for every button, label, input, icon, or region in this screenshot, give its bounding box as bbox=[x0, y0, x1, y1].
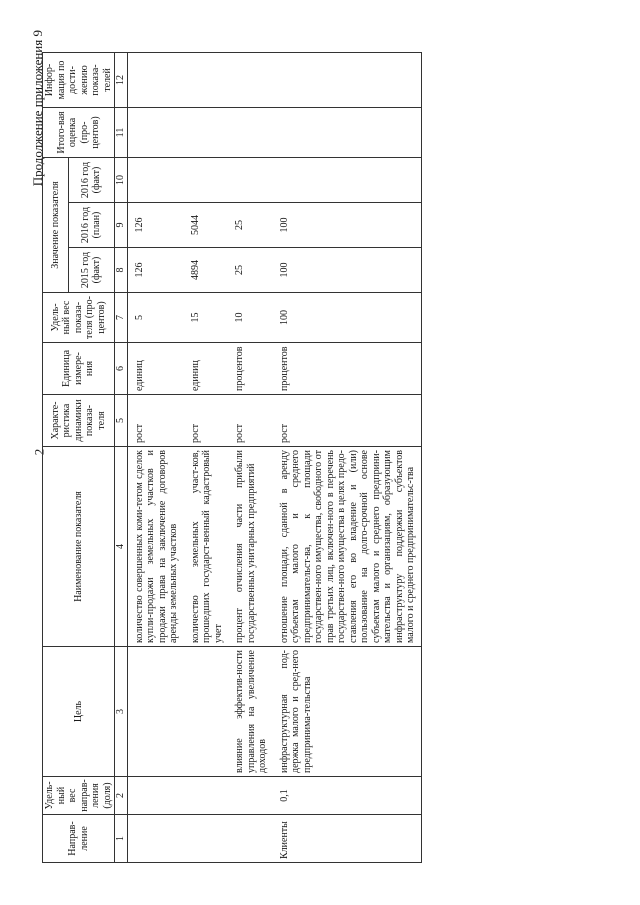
cell-2016-plan: 25 bbox=[228, 203, 273, 248]
cell-direction: Клиенты bbox=[273, 815, 422, 863]
cell-indicator-weight: 15 bbox=[184, 293, 229, 343]
cell-indicator-weight: 100 bbox=[273, 293, 422, 343]
column-number: 8 bbox=[115, 248, 128, 293]
cell-direction bbox=[228, 815, 273, 863]
cell-dynamics: рост bbox=[228, 395, 273, 447]
cell-unit: единиц bbox=[184, 343, 229, 395]
header-unit: Единица измере-ния bbox=[43, 343, 115, 395]
cell-indicator-weight: 10 bbox=[228, 293, 273, 343]
cell-weight: 0,1 bbox=[273, 777, 422, 815]
column-number: 10 bbox=[115, 157, 128, 202]
column-number: 11 bbox=[115, 107, 128, 157]
cell-2016-fact bbox=[127, 157, 184, 202]
cell-total bbox=[228, 107, 273, 157]
cell-weight bbox=[127, 777, 184, 815]
cell-2016-plan: 126 bbox=[127, 203, 184, 248]
column-numbers-row bbox=[115, 52, 128, 862]
header-indicator-weight: Удель-ный вес показа-теля (про-центов) bbox=[43, 293, 115, 343]
column-number: 7 bbox=[115, 293, 128, 343]
header-goal: Цель bbox=[43, 647, 115, 777]
cell-weight bbox=[228, 777, 273, 815]
cell-indicator: отношение площади, сданной в аренду субъектам малого и среднего предпринимательст-ва, к площади государствен-ного имущества, свободного от прав третьих лиц, включен-ного в перечень государствен-ного имущества в целях предо-ставления его во владение и (или) пользование на долго-срочной основе субъектам малого и среднего предприни-мательства и организациям, образующим инфраструктуру поддержки субъектов малого и среднего предпринимательс-тва bbox=[273, 447, 422, 647]
cell-indicator: процент отчисления части прибыли государственных унитарных предприятий bbox=[228, 447, 273, 647]
table-row bbox=[127, 52, 184, 862]
cell-dynamics: рост bbox=[127, 395, 184, 447]
cell-direction bbox=[127, 815, 184, 863]
header-2016-fact: 2016 год (факт) bbox=[68, 157, 114, 202]
header-2016-plan: 2016 год (план) bbox=[68, 203, 114, 248]
table-row bbox=[184, 52, 229, 862]
header-row bbox=[43, 52, 69, 862]
column-number: 1 bbox=[115, 815, 128, 863]
table-row bbox=[273, 52, 422, 862]
cell-2016-fact bbox=[184, 157, 229, 202]
cell-dynamics: рост bbox=[184, 395, 229, 447]
cell-indicator: количество совершенных коми-тетом сделок купли-продажи земельных участков и продажи права на заключение договоров аренды земельных участков bbox=[127, 447, 184, 647]
cell-goal bbox=[127, 647, 184, 777]
cell-goal: влияние эффектив-ности управления на увеличение доходов bbox=[228, 647, 273, 777]
column-number: 4 bbox=[115, 447, 128, 647]
cell-2015-fact: 4894 bbox=[184, 248, 229, 293]
column-number: 6 bbox=[115, 343, 128, 395]
header-direction: Направ-ление bbox=[43, 815, 115, 863]
column-number: 9 bbox=[115, 203, 128, 248]
cell-total bbox=[127, 107, 184, 157]
cell-info bbox=[184, 52, 229, 107]
cell-indicator: количество земельных участ-ков, прошедших государст-венный кадастровый учет bbox=[184, 447, 229, 647]
header-direction-weight: Удель-ный вес направ-ления (доля) bbox=[43, 777, 115, 815]
cell-weight bbox=[184, 777, 229, 815]
cell-unit: процентов bbox=[273, 343, 422, 395]
column-number: 3 bbox=[115, 647, 128, 777]
header-indicator-name: Наименование показателя bbox=[43, 447, 115, 647]
column-number: 12 bbox=[115, 52, 128, 107]
header-dynamics: Характе-ристика динамики показа-теля bbox=[43, 395, 115, 447]
cell-2016-fact bbox=[228, 157, 273, 202]
header-total: Итого-вая оценка (про-центов) bbox=[43, 107, 115, 157]
cell-dynamics: рост bbox=[273, 395, 422, 447]
indicators-table bbox=[42, 52, 422, 863]
cell-2015-fact: 25 bbox=[228, 248, 273, 293]
cell-direction bbox=[184, 815, 229, 863]
cell-total bbox=[184, 107, 229, 157]
cell-info bbox=[127, 52, 184, 107]
cell-unit: единиц bbox=[127, 343, 184, 395]
cell-info bbox=[228, 52, 273, 107]
column-number: 2 bbox=[115, 777, 128, 815]
cell-2015-fact: 100 bbox=[273, 248, 422, 293]
column-number: 5 bbox=[115, 395, 128, 447]
header-2015-fact: 2015 год (факт) bbox=[68, 248, 114, 293]
cell-goal bbox=[184, 647, 229, 777]
page-number: 2 bbox=[31, 448, 47, 456]
cell-2016-plan: 100 bbox=[273, 203, 422, 248]
table-row bbox=[228, 52, 273, 862]
cell-goal: инфраструктурная под-держка малого и сред-него предпринима-тельства bbox=[273, 647, 422, 777]
cell-unit: процентов bbox=[228, 343, 273, 395]
cell-total bbox=[273, 107, 422, 157]
continuation-title: Продолжение приложения 9 bbox=[30, 30, 45, 187]
header-info: Инфор-мация по дости-жению показа-телей bbox=[43, 52, 115, 107]
cell-info bbox=[273, 52, 422, 107]
cell-2016-fact bbox=[273, 157, 422, 202]
header-values-group: Значение показателя bbox=[43, 157, 69, 292]
cell-2015-fact: 126 bbox=[127, 248, 184, 293]
cell-2016-plan: 5044 bbox=[184, 203, 229, 248]
cell-indicator-weight: 5 bbox=[127, 293, 184, 343]
